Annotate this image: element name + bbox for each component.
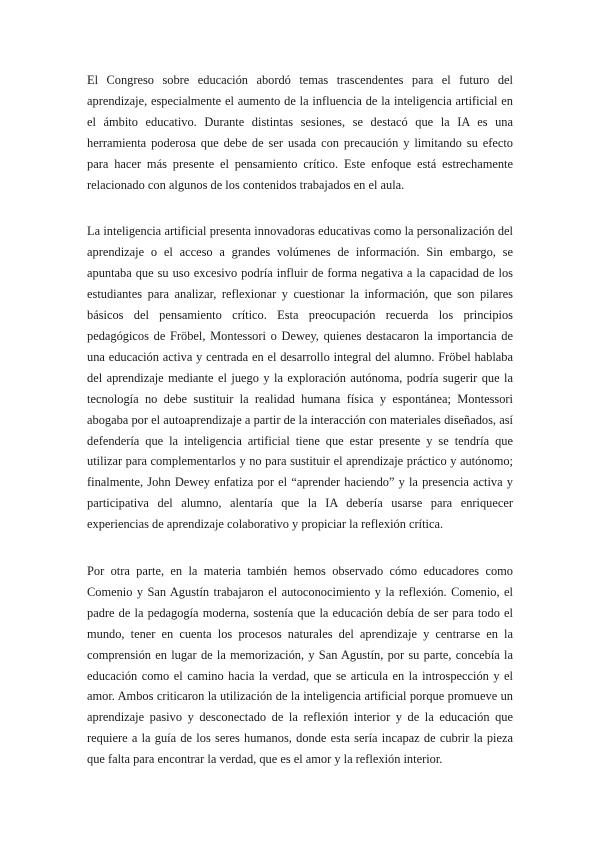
paragraph-comenio-san-agustin: Por otra parte, en la materia también hemos observado cómo educadores como Comenio y San Agustín trabajaron el autoconocimiento y la reflexión. Comenio, el padre de la pedagogía moderna, sostenía que la educación debía de ser para todo el mundo, tener en cuenta los procesos naturales del aprendizaje y centrarse en la comprensión en lugar de la memorización, y San Agustín, por su parte, concebía la educación como el camino hacia la verdad, que se articula en la introspección y el amor. Ambos criticaron la utilización de la inteligencia artificial porque promueve un aprendizaje pasivo y desconectado de la reflexión interior y de la educación que requiere a la guía de los seres humanos, donde esta sería incapaz de cubrir la pieza que falta para encontrar la verdad, que es el amor y la reflexión interior. xyxy=(87,564,513,767)
paragraph-congreso-ia: El Congreso sobre educación abordó temas trascendentes para el futuro del aprendizaje, especialmente el aumento de la influencia de la inteligencia artificial en el ámbito educativo. Durante distintas sesiones, se destacó que la IA es una herramienta poderosa que debe de ser usada con precaución y limitando su efecto para hacer más presente el pensamiento crítico. Este enfoque está estrechamente relacionado con algunos de los contenidos trabajados en el aula. xyxy=(87,73,513,192)
paragraph-pedagogos-activos: La inteligencia artificial presenta innovadoras educativas como la personalización del aprendizaje o el acceso a grandes volúmenes de información. Sin embargo, se apuntaba que su uso excesivo podría influir de forma negativa a la capacidad de los estudiantes para analizar, reflexionar y cuestionar la información, que son pilares básicos del pensamiento crítico. Esta preocupación recuerda los principios pedagógicos de Fröbel, Montessori o Dewey, quienes destacaron la importancia de una educación activa y centrada en el desarrollo integral del alumno. Fröbel hablaba del aprendizaje mediante el juego y la exploración autónoma, podría sugerir que la tecnología no debe sustituir la realidad humana física y espontánea; Montessori abogaba por el autoaprendizaje a partir de la interacción con materiales diseñados, así defendería que la inteligencia artificial tiene que estar presente y se tendría que utilizar para complementarlos y no para sustituir el aprendizaje práctico y autónomo; finalmente, John Dewey enfatiza por el “aprender haciendo” y la presencia activa y participativa del alumno, alentaría que la IA debería usarse para enriquecer experiencias de aprendizaje colaborativo y propiciar la reflexión crítica. xyxy=(87,224,513,532)
document-body xyxy=(87,70,513,770)
